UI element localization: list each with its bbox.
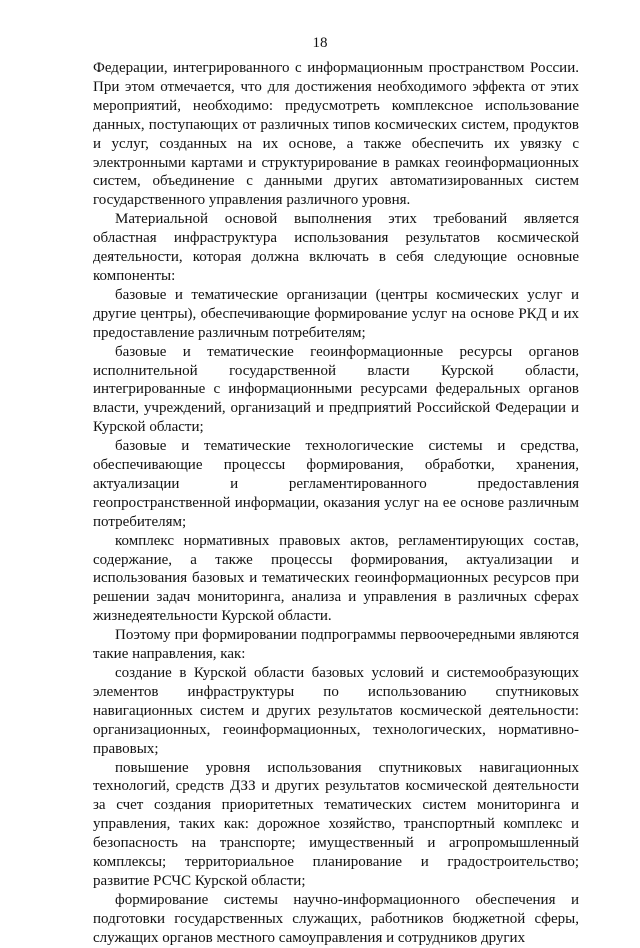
paragraph-4: базовые и тематические геоинформационные ресурсы органов исполнительной государственной власти Курской области, интегрированные с информационными ресурсами федеральных органов власти, учреждений, организаций и предприятий Российской Федерации и Курской области; [93,343,579,436]
paragraph-9: повышение уровня использования спутниковых навигационных технологий, средств ДЗЗ и других результатов космической деятельности за счет создания приоритетных тематических систем мониторинга и управления, таких как: дорожное хозяйство, транспортный комплекс и безопасность на транспорте; имущественный и агропромышленный комплексы; территориальное планирование и градостроительство; развитие РСЧС Курской области; [93,759,579,889]
paragraph-6: комплекс нормативных правовых актов, регламентирующих состав, содержание, а также процессы формирования, актуализации и использования базовых и тематических геоинформационных ресурсов при решении задач мониторинга, анализа и управления в различных сферах жизнедеятельности Курской области. [93,532,579,625]
paragraph-5: базовые и тематические технологические системы и средства, обеспечивающие процессы формирования, обработки, хранения, актуализации и регламентированного предоставления геопространственной информации, оказания услуг на ее основе различным потребителям; [93,438,579,530]
page-number: 18 [312,35,328,51]
document-body [93,59,579,948]
paragraph-1: Федерации, интегрированного с информационным пространством России. При этом отмечается, что для достижения необходимого эффекта от этих мероприятий, необходимо: предусмотреть комплексное использование данных, поступающих от различных типов космических систем, продуктов и услуг, созданных на их основе, а также обеспечить их увязку с электронными картами и структурирование в рамках геоинформационных систем, объединение с данными других автоматизированных систем государственного управления различного уровня. [93,60,579,209]
paragraph-2: Материальной основой выполнения этих требований является областная инфраструктура использования результатов космической деятельности, которая должна включать в себя следующие основные компоненты: [93,211,579,284]
paragraph-10: формирование системы научно-информационного обеспечения и подготовки государственных служащих, работников бюджетной сферы, служащих органов местного самоуправления и сотрудников других [93,891,579,946]
paragraph-7: Поэтому при формировании подпрограммы первоочередными являются такие направления, как: [93,627,579,663]
paragraph-8: создание в Курской области базовых условий и системообразующих элементов инфраструктуры по использованию спутниковых навигационных систем и других результатов космической деятельности: организационных, геоинформационных, технологических, нормативно-правовых; [93,665,579,757]
paragraph-3: базовые и тематические организации (центры космических услуг и другие центры), обеспечивающие формирование услуг на основе РКД и их предоставление различным потребителям; [93,286,579,341]
